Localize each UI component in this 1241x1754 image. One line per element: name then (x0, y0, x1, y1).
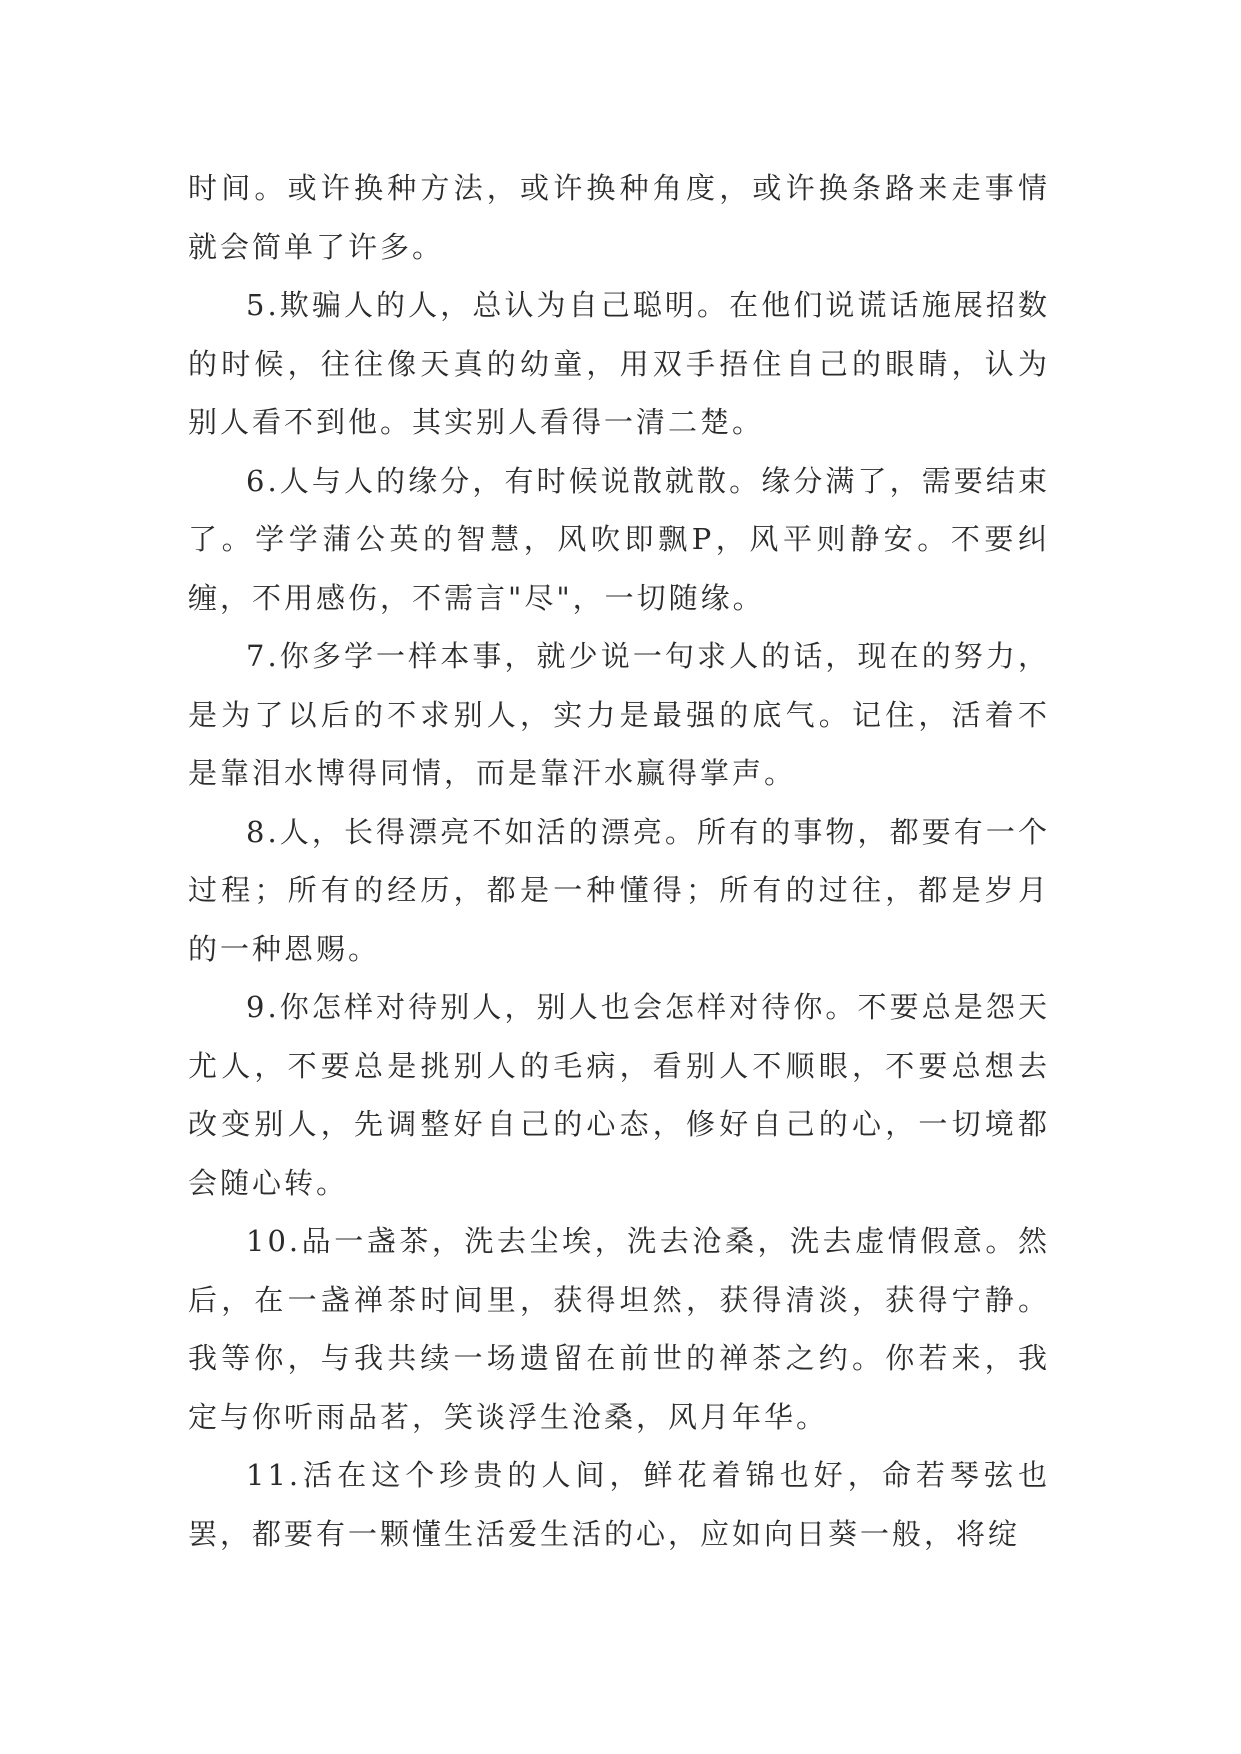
paragraph-item-5: 5.欺骗人的人，总认为自己聪明。在他们说谎话施展招数的时候，往往像天真的幼童，用双手捂住自己的眼睛，认为别人看不到他。其实别人看得一清二楚。 (188, 288, 1050, 439)
paragraph-item-9: 9.你怎样对待别人，别人也会怎样对待你。不要总是怨天尤人，不要总是挑别人的毛病，看别人不顺眼，不要总想去改变别人，先调整好自己的心态，修好自己的心，一切境都会随心转。 (188, 990, 1050, 1200)
paragraph-item-6: 6.人与人的缘分，有时候说散就散。缘分满了，需要结束了。学学蒲公英的智慧，风吹即飘P，风平则静安。不要纠缠，不用感伤，不需言"尽"，一切随缘。 (188, 463, 1050, 615)
document-body (188, 159, 1050, 1563)
paragraph-item-11: 11.活在这个珍贵的人间，鲜花着锦也好，命若琴弦也罢，都要有一颗懂生活爱生活的心，应如向日葵一般，将绽 (188, 1458, 1050, 1551)
paragraph-item-8: 8.人，长得漂亮不如活的漂亮。所有的事物，都要有一个过程；所有的经历，都是一种懂得；所有的过往，都是岁月的一种恩赐。 (188, 814, 1050, 966)
paragraph-item-10: 10.品一盏茶，洗去尘埃，洗去沧桑，洗去虚情假意。然后，在一盏禅茶时间里，获得坦然，获得清淡，获得宁静。我等你，与我共续一场遗留在前世的禅茶之约。你若来，我定与你听雨品茗，笑谈浮生沧桑，风月年华。 (188, 1224, 1050, 1434)
paragraph-continuation: 时间。或许换种方法，或许换种角度，或许换条路来走事情就会简单了许多。 (188, 171, 1050, 264)
paragraph-item-7: 7.你多学一样本事，就少说一句求人的话，现在的努力，是为了以后的不求别人，实力是最强的底气。记住，活着不是靠泪水博得同情，而是靠汗水赢得掌声。 (188, 639, 1050, 790)
